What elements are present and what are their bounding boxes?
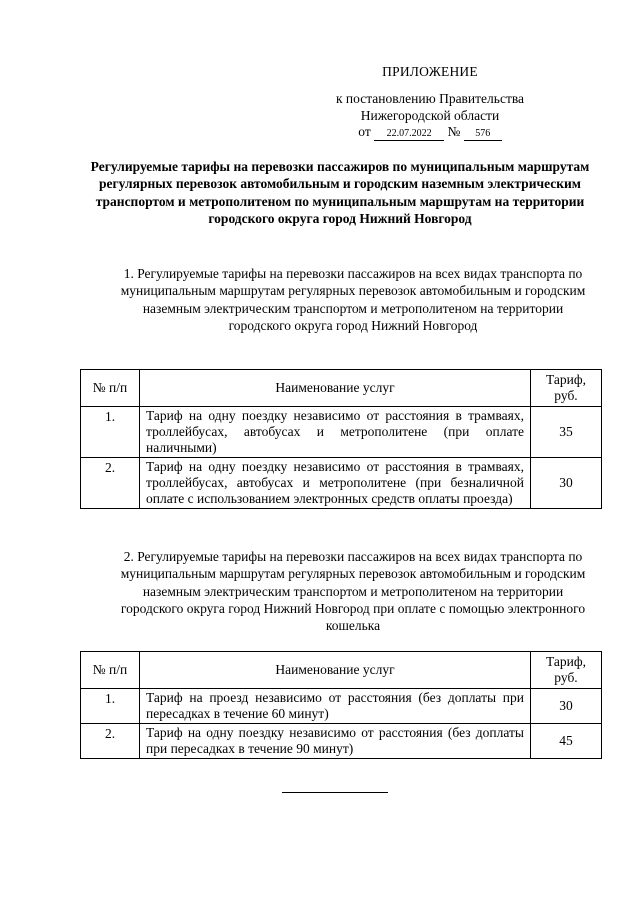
number-sign: № (447, 124, 461, 139)
row-tariff: 30 (531, 689, 602, 724)
row-name: Тариф на проезд независимо от расстояния (без доплаты при пересадках в течение 60 минут) (140, 689, 531, 724)
row-name: Тариф на одну поездку независимо от расстояния в трамваях, троллейбусах, автобусах и метрополитене (при оплате наличными) (140, 407, 531, 458)
date-value: 22.07.2022 (374, 128, 444, 141)
col-tariff-header: Тариф, руб. (531, 370, 602, 407)
table-row (81, 689, 602, 724)
col-name-header: Наименование услуг (140, 370, 531, 407)
table-header-row (81, 370, 602, 407)
section-2-heading: 2. Регулируемые тарифы на перевозки пассажиров на всех видах транспорта по муниципальным маршрутам регулярных перевозок автомобильным и городским наземным электрическим транспортом и метрополитеном на территории городского округа город Нижний Новгород при оплате с помощью электронного кошелька (120, 549, 586, 634)
section-1-heading: 1. Регулируемые тарифы на перевозки пассажиров на всех видах транспорта по муниципальным маршрутам регулярных перевозок автомобильным и городским наземным электрическим транспортом и метрополитеном на территории городского округа город Нижний Новгород (120, 266, 586, 333)
row-num: 1. (81, 689, 140, 724)
row-name: Тариф на одну поездку независимо от расстояния (без доплаты при пересадках в течение 90 минут) (140, 724, 531, 759)
col-tariff-header: Тариф, руб. (531, 652, 602, 689)
col-num-header: № п/п (81, 652, 140, 689)
row-tariff: 45 (531, 724, 602, 759)
table-row (81, 724, 602, 759)
resolution-line-2: Нижегородской области (360, 108, 500, 123)
row-tariff: 35 (531, 407, 602, 458)
col-name-header: Наименование услуг (140, 652, 531, 689)
appendix-label: ПРИЛОЖЕНИЕ (382, 64, 478, 79)
row-num: 2. (81, 724, 140, 759)
table-row (81, 458, 602, 509)
date-prefix: от (358, 124, 371, 139)
tariff-table-2 (80, 651, 602, 759)
tariff-table-1 (80, 369, 602, 509)
closing-rule (282, 792, 388, 793)
resolution-reference (300, 90, 560, 124)
row-tariff: 30 (531, 458, 602, 509)
date-number-line (300, 124, 560, 141)
col-num-header: № п/п (81, 370, 140, 407)
resolution-line-1: к постановлению Правительства (335, 91, 525, 106)
table-row (81, 407, 602, 458)
row-num: 2. (81, 458, 140, 509)
number-value: 576 (464, 128, 502, 141)
document-title: Регулируемые тарифы на перевозки пассажиров по муниципальным маршрутам регулярных перевозок автомобильным и городским наземным электрическим транспортом и метрополитеном по муниципальным маршрутам на территории городского округа город Нижний Новгород (90, 159, 590, 226)
table-header-row (81, 652, 602, 689)
row-name: Тариф на одну поездку независимо от расстояния в трамваях, троллейбусах, автобусах и метрополитене (при безналичной оплате с использованием электронных средств оплаты проезда) (140, 458, 531, 509)
row-num: 1. (81, 407, 140, 458)
